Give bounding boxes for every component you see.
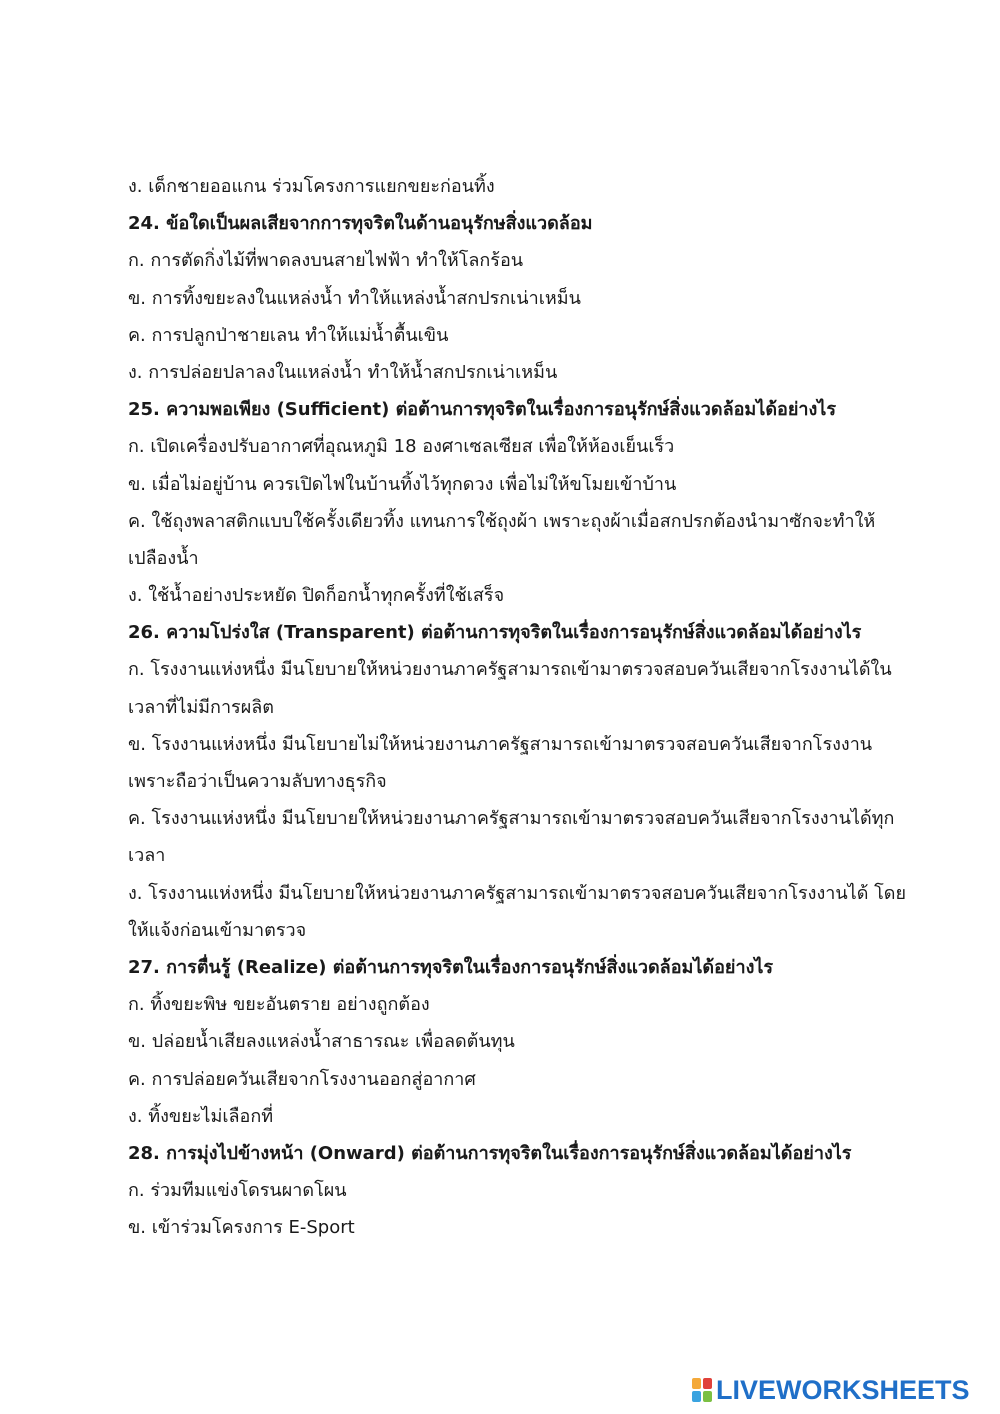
question-heading: 25. ความพอเพียง (Sufficient) ต่อต้านการทุจริตในเรื่องการอนุรักษ์สิ่งแวดล้อมได้อย่างไร <box>128 399 836 421</box>
question-heading: 27. การตื่นรู้ (Realize) ต่อต้านการทุจริตในเรื่องการอนุรักษ์สิ่งแวดล้อมได้อย่างไร <box>128 956 774 978</box>
logo-square-4 <box>703 1391 712 1402</box>
answer-option: ก. ทิ้งขยะพิษ ขยะอันตราย อย่างถูกต้อง <box>128 994 430 1016</box>
answer-option: เวลา <box>128 845 166 867</box>
answer-option: ค. การปล่อยควันเสียจากโรงงานออกสู่อากาศ <box>128 1068 476 1090</box>
answer-option: ก. การตัดกิ่งไม้ที่พาดลงบนสายไฟฟ้า ทำให้โลกร้อน <box>128 250 524 272</box>
answer-option: ค. การปลูกป่าชายเลน ทำให้แม่น้ำตื้นเขิน <box>128 324 449 346</box>
logo-square-3 <box>692 1391 701 1402</box>
answer-option: ง. การปล่อยปลาลงในแหล่งน้ำ ทำให้น้ำสกปรกเน่าเหม็น <box>128 361 558 383</box>
answer-option: ข. โรงงานแห่งหนึ่ง มีนโยบายไม่ให้หน่วยงานภาครัฐสามารถเข้ามาตรวจสอบควันเสียจากโรงงาน <box>128 733 873 755</box>
answer-option: ง. เด็กชายออแกน ร่วมโครงการแยกขยะก่อนทิ้ง <box>128 176 495 197</box>
question-heading: 28. การมุ่งไปข้างหน้า (Onward) ต่อต้านการทุจริตในเรื่องการอนุรักษ์สิ่งแวดล้อมได้อย่างไร <box>128 1142 852 1164</box>
answer-option: ก. ร่วมทีมแข่งโดรนผาดโผน <box>128 1180 347 1202</box>
answer-option: ค. ใช้ถุงพลาสติกแบบใช้ครั้งเดียวทิ้ง แทนการใช้ถุงผ้า เพราะถุงผ้าเมื่อสกปรกต้องนำมาซักจะทำให้ <box>128 510 876 532</box>
logo-icon <box>692 1378 712 1402</box>
answer-option: ข. ปล่อยน้ำเสียลงแหล่งน้ำสาธารณะ เพื่อลดต้นทุน <box>128 1031 515 1053</box>
answer-option: ง. ใช้น้ำอย่างประหยัด ปิดก็อกน้ำทุกครั้งที่ใช้เสร็จ <box>128 585 505 607</box>
logo-square-1 <box>692 1378 701 1389</box>
answer-option: ข. การทิ้งขยะลงในแหล่งน้ำ ทำให้แหล่งน้ำสกปรกเน่าเหม็น <box>128 287 581 309</box>
answer-option: ข. เข้าร่วมโครงการ E-Sport <box>128 1217 355 1239</box>
answer-option: ง. โรงงานแห่งหนึ่ง มีนโยบายให้หน่วยงานภาครัฐสามารถเข้ามาตรวจสอบควันเสียจากโรงงานได้ โดย <box>128 882 907 904</box>
answer-option: ข. เมื่อไม่อยู่บ้าน ควรเปิดไฟในบ้านทิ้งไว้ทุกดวง เพื่อไม่ให้ขโมยเข้าบ้าน <box>128 473 677 495</box>
answer-option: ให้แจ้งก่อนเข้ามาตรวจ <box>128 919 307 941</box>
answer-option: ค. โรงงานแห่งหนึ่ง มีนโยบายให้หน่วยงานภาครัฐสามารถเข้ามาตรวจสอบควันเสียจากโรงงานได้ทุก <box>128 808 895 830</box>
answer-option: ง. ทิ้งขยะไม่เลือกที่ <box>128 1105 274 1127</box>
answer-option: ก. โรงงานแห่งหนึ่ง มีนโยบายให้หน่วยงานภาครัฐสามารถเข้ามาตรวจสอบควันเสียจากโรงงานได้ใน <box>128 659 892 681</box>
answer-option: เวลาที่ไม่มีการผลิต <box>128 696 274 718</box>
question-heading: 26. ความโปร่งใส (Transparent) ต่อต้านการทุจริตในเรื่องการอนุรักษ์สิ่งแวดล้อมได้อย่างไร <box>128 622 862 644</box>
answer-option: ก. เปิดเครื่องปรับอากาศที่อุณหภูมิ 18 องศาเซลเซียส เพื่อให้ห้องเย็นเร็ว <box>128 436 675 458</box>
question-heading: 24. ข้อใดเป็นผลเสียจากการทุจริตในด้านอนุรักษสิ่งแวดล้อม <box>128 213 593 235</box>
logo-square-2 <box>703 1378 712 1389</box>
logo-text: LIVEWORKSHEETS <box>716 1375 970 1405</box>
answer-option: เปลืองน้ำ <box>128 547 199 569</box>
worksheet-content <box>128 168 907 1246</box>
answer-option: เพราะถือว่าเป็นความลับทางธุรกิจ <box>128 771 387 792</box>
liveworksheets-logo <box>692 1375 970 1405</box>
